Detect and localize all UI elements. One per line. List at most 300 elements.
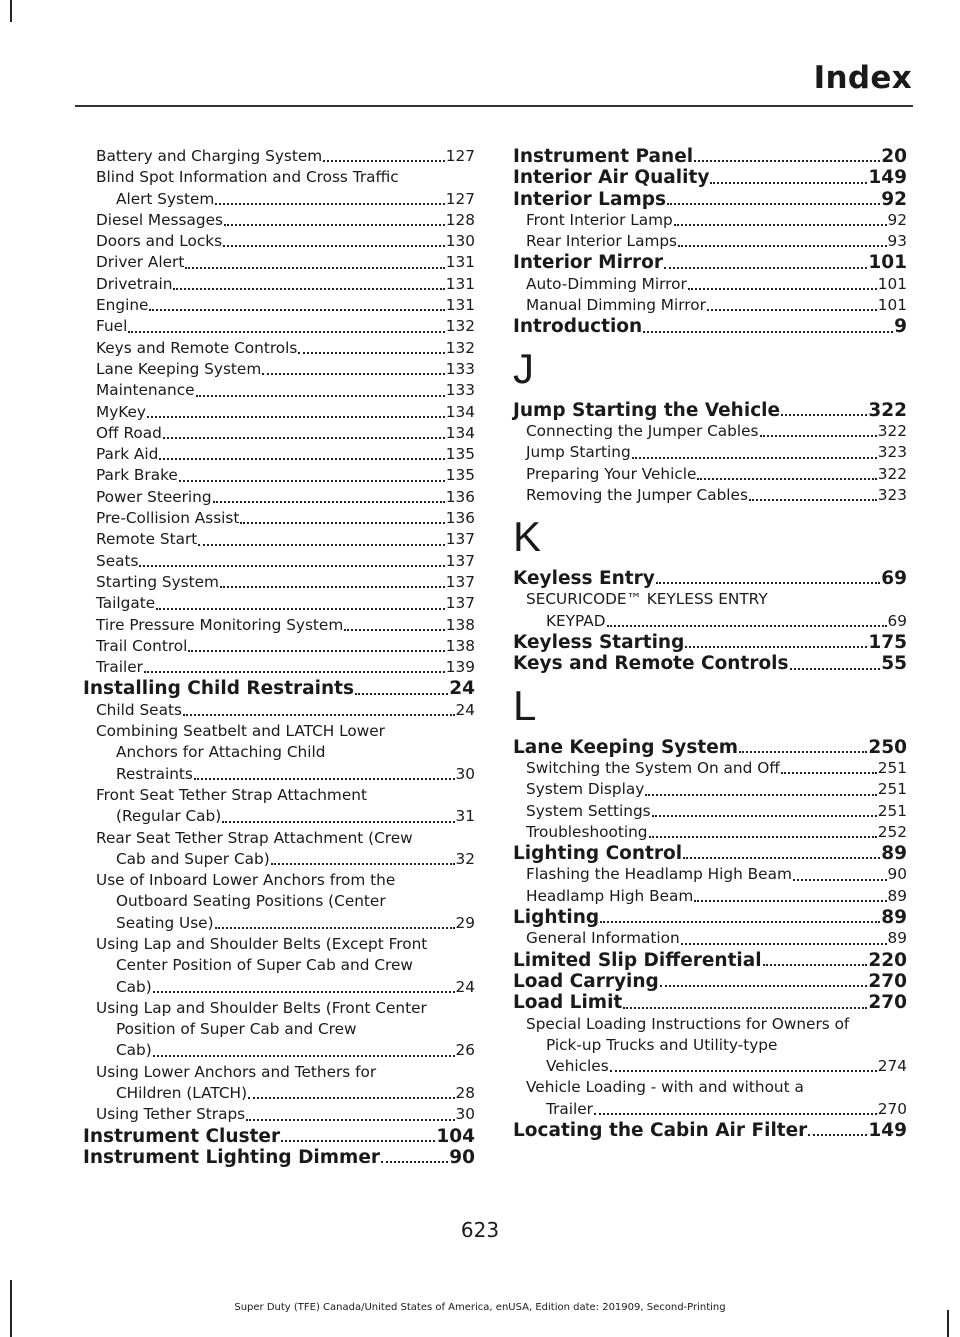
index-subentry[interactable] [513,442,907,463]
index-subentry[interactable] [513,231,907,252]
dot-leader [697,476,876,480]
entry-label: Diesel Messages [96,210,223,229]
entry-label: Driver Alert [96,253,185,272]
index-subentry-multiline[interactable] [83,1062,475,1105]
entry-label: Park Aid [96,445,159,464]
index-subentry[interactable] [83,849,475,870]
entry-label: Switching the System On and Off [526,758,780,777]
dot-leader [323,158,445,162]
index-subentry[interactable] [513,822,907,843]
index-subentry[interactable] [513,801,907,822]
entry-page-number: 133 [445,381,475,400]
dot-leader [223,243,445,247]
dot-leader [196,393,445,397]
index-entry[interactable] [513,568,907,589]
entry-label-line: SECURICODE™ KEYLESS ENTRY [526,590,768,609]
entry-label: Instrument Cluster [83,1125,281,1147]
entry-page-number: 322 [877,464,907,483]
entry-page-number: 137 [445,594,475,613]
entry-page-number: 251 [877,758,907,777]
entry-page-number: 92 [881,188,907,210]
dot-leader [159,456,444,460]
index-subentry[interactable] [83,764,475,785]
dot-leader [739,749,867,753]
entry-label: Headlamp High Beam [526,886,694,905]
entry-label: General Information [526,929,680,948]
index-subentry[interactable] [83,657,475,678]
index-subentry[interactable] [83,295,475,316]
entry-label: Preparing Your Vehicle [526,464,697,483]
index-subentry-multiline[interactable] [83,785,475,828]
index-subentry[interactable] [83,252,475,273]
index-subentry[interactable] [83,572,475,593]
entry-label: Starting System [96,572,219,591]
entry-page-number: 89 [887,886,907,905]
index-subentry[interactable] [83,423,475,444]
entry-label-line: Center Position of Super Cab and Crew [116,956,413,975]
index-column-left [83,146,475,1168]
entry-label: Instrument Panel [513,146,694,167]
dot-leader [660,983,868,987]
entry-label: Keys and Remote Controls [513,653,789,675]
index-entry[interactable] [513,167,907,188]
dot-leader [156,606,445,610]
entry-page-number: 55 [881,653,907,675]
dot-leader [213,499,445,503]
index-subentry[interactable] [513,421,907,442]
entry-label: Removing the Jumper Cables [526,485,748,504]
entry-page-number: 26 [455,1041,475,1060]
entry-page-number: 252 [877,822,907,841]
dot-leader [594,1111,877,1115]
index-subentry[interactable] [83,189,475,210]
entry-page-number: 31 [455,807,475,826]
index-subentry[interactable] [83,551,475,572]
section-letter: L [513,681,537,729]
index-subentry[interactable] [513,864,907,885]
index-entry[interactable] [513,737,907,758]
entry-page-number: 134 [445,402,475,421]
entry-label-line: Using Lap and Shoulder Belts (Front Center [96,998,427,1017]
entry-label: (Regular Cab) [116,807,222,826]
crop-mark-bottom-right [947,1310,949,1337]
dot-leader [298,350,444,354]
index-subentry[interactable] [513,210,907,231]
index-subentry[interactable] [83,487,475,508]
entry-label: Installing Child Restraints [83,678,355,700]
entry-label: Maintenance [96,381,195,400]
entry-label-line: Front Seat Tether Strap Attachment [96,785,367,804]
header-divider [75,105,913,107]
entry-label: Load Limit [513,992,623,1014]
entry-page-number: 250 [868,736,907,758]
entry-label: Auto-Dimming Mirror [526,274,687,293]
entry-label: Battery and Charging System [96,147,323,165]
entry-label: Limited Slip Differential [513,949,762,971]
index-entry[interactable] [83,1147,475,1168]
entry-page-number: 251 [877,780,907,799]
index-subentry[interactable] [83,806,475,827]
entry-label: Remote Start [96,530,198,549]
entry-label: Keys and Remote Controls [96,338,298,357]
index-subentry[interactable] [513,274,907,295]
entry-label: Seating Use) [116,913,214,932]
entry-page-number: 24 [449,678,475,700]
dot-leader [149,307,444,311]
dot-leader [194,776,455,780]
entry-label: Off Road [96,423,162,442]
dot-leader [664,265,867,269]
dot-leader [688,286,877,290]
dot-leader [198,542,445,546]
dot-leader [610,1068,877,1072]
index-subentry[interactable] [513,928,907,949]
entry-page-number: 89 [887,929,907,948]
dot-leader [271,861,455,865]
index-entry[interactable] [513,653,907,674]
entry-label: Power Steering [96,487,212,506]
entry-page-number: 270 [877,1099,907,1118]
entry-label: Interior Air Quality [513,167,710,189]
index-entry[interactable] [513,252,907,273]
entry-page-number: 30 [455,1105,475,1124]
entry-label: Keyless Starting [513,632,685,654]
entry-label: Doors and Locks [96,232,223,251]
entry-page-number: 24 [455,977,475,996]
entry-label: Cab) [116,1041,152,1060]
index-subentry-multiline[interactable] [513,1014,907,1078]
entry-page-number: 132 [445,338,475,357]
index-subentry-multiline[interactable] [83,828,475,871]
index-column-right [513,146,907,1141]
index-subentry-multiline[interactable] [83,167,475,210]
entry-label-line: Vehicle Loading - with and without a [526,1078,804,1097]
index-subentry[interactable] [513,779,907,800]
index-entry[interactable] [513,146,907,167]
index-subentry[interactable] [83,274,475,295]
entry-page-number: 30 [455,764,475,783]
entry-label-line: Outboard Seating Positions (Center [116,892,386,911]
page-title: Index [813,60,912,96]
dot-leader [781,412,867,416]
index-subentry-multiline[interactable] [83,721,475,785]
index-subentry[interactable] [83,529,475,550]
entry-page-number: 92 [887,210,907,229]
entry-page-number: 131 [445,253,475,272]
entry-label-line: Anchors for Attaching Child [116,743,326,762]
dot-leader [222,819,454,823]
dot-leader [656,580,880,584]
index-subentry-multiline[interactable] [513,1077,907,1120]
dot-leader [694,898,886,902]
entry-label-line: Use of Inboard Lower Anchors from the [96,871,396,890]
entry-label: Cab) [116,977,152,996]
index-entry[interactable] [513,400,907,421]
dot-leader [600,919,880,923]
section-letter: J [513,344,534,392]
entry-page-number: 149 [868,1119,907,1141]
entry-page-number: 28 [455,1084,475,1103]
entry-label: Interior Mirror [513,252,664,274]
entry-label: MyKey [96,402,146,421]
entry-page-number: 101 [868,252,907,274]
dot-leader [781,770,877,774]
dot-leader [179,478,445,482]
dot-leader [381,1159,448,1163]
dot-leader [240,520,444,524]
entry-page-number: 89 [881,843,907,865]
index-entry[interactable] [513,950,907,971]
entry-label: System Settings [526,801,651,820]
dot-leader [185,265,444,269]
entry-page-number: 131 [445,274,475,293]
entry-page-number: 130 [445,232,475,251]
index-subentry[interactable] [83,231,475,252]
index-subentry[interactable] [83,146,475,167]
index-entry[interactable] [83,678,475,699]
entry-page-number: 127 [445,147,475,165]
entry-label-line: Blind Spot Information and Cross Traffic [96,168,399,187]
dot-leader [674,222,887,226]
entry-page-number: 323 [877,485,907,504]
entry-label-line: Special Loading Instructions for Owners of [526,1014,850,1033]
index-subentry[interactable] [83,508,475,529]
entry-page-number: 322 [868,399,907,421]
entry-page-number: 104 [436,1125,475,1147]
entry-label-line: Pick-up Trucks and Utility-type [546,1035,778,1054]
entry-page-number: 270 [868,970,907,992]
index-subentry[interactable] [83,465,475,486]
dot-leader [681,941,887,945]
entry-label: Restraints [116,764,193,783]
index-subentry[interactable] [513,758,907,779]
index-subentry[interactable] [83,210,475,231]
entry-page-number: 149 [868,167,907,189]
index-subentry[interactable] [513,485,907,506]
entry-label: Lighting [513,907,600,929]
index-subentry[interactable] [513,886,907,907]
index-subentry-multiline[interactable] [83,998,475,1062]
entry-page-number: 131 [445,296,475,315]
index-subentry[interactable] [83,1083,475,1104]
entry-page-number: 69 [881,568,907,590]
entry-label: Lane Keeping System [96,359,262,378]
dot-leader [652,813,877,817]
page-number: 623 [460,1218,500,1242]
dot-leader [607,623,887,627]
entry-page-number: 69 [887,611,907,630]
index-entry[interactable] [513,316,907,337]
index-subentry[interactable] [83,444,475,465]
index-entry[interactable] [83,1126,475,1147]
index-entry[interactable] [513,843,907,864]
entry-page-number: 322 [877,421,907,440]
entry-label: KEYPAD [546,611,606,630]
index-subentry[interactable] [83,380,475,401]
entry-page-number: 127 [445,189,475,208]
index-entry[interactable] [513,992,907,1013]
entry-label-line: Combining Seatbelt and LATCH Lower [96,722,385,741]
entry-page-number: 138 [445,615,475,634]
entry-label-line: Position of Super Cab and Crew [116,1020,357,1039]
entry-page-number: 93 [887,232,907,251]
entry-label: Keyless Entry [513,568,655,590]
dot-leader [645,792,877,796]
entry-label: Cab and Super Cab) [116,849,270,868]
dot-leader [344,627,445,631]
index-subentry-multiline[interactable] [513,589,907,632]
index-subentry[interactable] [513,1099,907,1120]
index-subentry[interactable] [513,611,907,632]
dot-leader [790,666,881,670]
entry-page-number: 137 [445,551,475,570]
entry-label: Trailer [96,658,143,677]
entry-label: Alert System [116,189,215,208]
dot-leader [281,1138,435,1142]
dot-leader [262,371,445,375]
dot-leader [632,455,877,459]
entry-label: Child Seats [96,700,182,719]
entry-label: Trailer [546,1099,593,1118]
entry-label: Pre-Collision Assist [96,509,240,528]
entry-page-number: 90 [449,1146,475,1168]
dot-leader [710,180,867,184]
entry-label: Rear Interior Lamps [526,232,678,251]
entry-page-number: 132 [445,317,475,336]
index-subentry[interactable] [83,913,475,934]
dot-leader [694,158,880,162]
index-entry[interactable] [513,189,907,210]
entry-page-number: 89 [881,907,907,929]
entry-page-number: 137 [445,530,475,549]
dot-leader [224,222,445,226]
index-subentry[interactable] [83,1040,475,1061]
entry-page-number: 134 [445,423,475,442]
entry-page-number: 101 [877,296,907,315]
dot-leader [163,435,445,439]
entry-page-number: 136 [445,509,475,528]
entry-page-number: 251 [877,801,907,820]
entry-page-number: 323 [877,443,907,462]
index-subentry[interactable] [513,464,907,485]
entry-page-number: 220 [868,949,907,971]
entry-page-number: 20 [881,146,907,167]
dot-leader [760,433,877,437]
dot-leader [220,584,445,588]
index-subentry[interactable] [83,977,475,998]
dot-leader [355,691,448,695]
dot-leader [153,1053,455,1057]
entry-label: Lighting Control [513,843,683,865]
entry-page-number: 133 [445,359,475,378]
entry-label: CHildren (LATCH) [116,1084,248,1103]
dot-leader [683,855,880,859]
entry-page-number: 24 [455,700,475,719]
index-subentry[interactable] [83,338,475,359]
entry-label: Troubleshooting [526,822,648,841]
index-subentry[interactable] [83,359,475,380]
dot-leader [188,648,444,652]
entry-label: Flashing the Headlamp High Beam [526,865,792,884]
entry-page-number: 135 [445,445,475,464]
dot-leader [215,925,455,929]
index-entry[interactable] [513,1120,907,1141]
entry-page-number: 138 [445,636,475,655]
index-subentry[interactable] [83,1104,475,1125]
index-subentry[interactable] [83,402,475,423]
entry-page-number: 90 [887,865,907,884]
entry-label: Lane Keeping System [513,736,739,758]
index-subentry[interactable] [83,615,475,636]
index-subentry[interactable] [83,636,475,657]
entry-label-line: Rear Seat Tether Strap Attachment (Crew [96,828,413,847]
section-letter: K [513,513,542,561]
dot-leader [749,497,877,501]
dot-leader [643,329,893,333]
entry-page-number: 270 [868,992,907,1014]
entry-label: Seats [96,551,139,570]
index-entry[interactable] [513,632,907,653]
dot-leader [144,669,445,673]
entry-label: System Display [526,780,645,799]
entry-label: Drivetrain [96,274,173,293]
index-subentry-multiline[interactable] [83,934,475,998]
dot-leader [808,1132,867,1136]
entry-page-number: 9 [894,316,907,338]
entry-label-line: Using Lap and Shoulder Belts (Except Front [96,934,428,953]
entry-page-number: 32 [455,849,475,868]
index-subentry[interactable] [83,316,475,337]
entry-label: Engine [96,296,149,315]
entry-label: Interior Lamps [513,188,666,210]
dot-leader [147,414,445,418]
entry-label: Fuel [96,317,128,336]
entry-page-number: 135 [445,466,475,485]
entry-label: Trail Control [96,636,188,655]
entry-label: Park Brake [96,466,178,485]
index-subentry[interactable] [513,295,907,316]
entry-page-number: 137 [445,572,475,591]
dot-leader [128,329,444,333]
index-subentry[interactable] [513,1056,907,1077]
entry-page-number: 136 [445,487,475,506]
entry-label: Introduction [513,316,643,338]
entry-label: Using Tether Straps [96,1105,246,1124]
dot-leader [183,712,455,716]
entry-label: Load Carrying [513,970,659,992]
entry-page-number: 139 [445,658,475,677]
entry-label-line: Using Lower Anchors and Tethers for [96,1062,377,1081]
entry-label: Tailgate [96,594,156,613]
entry-label: Manual Dimming Mirror [526,296,706,315]
entry-page-number: 128 [445,210,475,229]
entry-page-number: 274 [877,1057,907,1076]
index-subentry[interactable] [83,593,475,614]
dot-leader [649,834,877,838]
entry-page-number: 101 [877,274,907,293]
dot-leader [215,201,444,205]
dot-leader [793,877,887,881]
entry-label: Front Interior Lamp [526,210,673,229]
entry-label: Instrument Lighting Dimmer [83,1146,380,1168]
index-subentry[interactable] [83,700,475,721]
entry-label: Jump Starting [526,443,631,462]
index-entry[interactable] [513,971,907,992]
index-subentry-multiline[interactable] [83,870,475,934]
entry-label: Locating the Cabin Air Filter [513,1119,808,1141]
index-entry[interactable] [513,907,907,928]
entry-page-number: 175 [868,632,907,654]
